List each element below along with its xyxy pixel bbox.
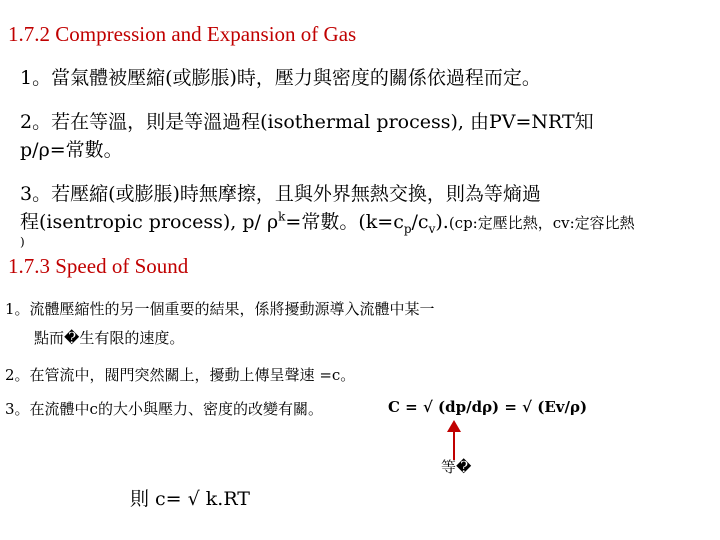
sound-item-2: 2。在管流中，閥門突然關上，擾動上傳呈聲速 =c。	[5, 366, 356, 384]
result-formula: 則 c= √ k.RT	[130, 488, 250, 510]
isothermal-label: 等�	[441, 458, 472, 476]
item-3-isentropic-line2	[20, 207, 635, 236]
item-1-relation: 1。當氣體被壓縮(或膨脹)時，壓力與密度的關係依過程而定。	[20, 67, 541, 89]
sound-item-1-line2: 點而�生有限的速度。	[34, 329, 185, 347]
item-2-isothermal-line1: 2。若在等溫，則是等溫過程(isothermal process), 由PV=NRT知	[20, 111, 594, 133]
exponent-k: k	[278, 209, 286, 224]
item-3-closing-paren: )	[20, 235, 25, 249]
item-3-specific-heat-note: (cp:定壓比熱，cv:定容比熱	[448, 214, 635, 232]
sound-item-3: 3。在流體中c的大小與壓力、密度的改變有關。	[5, 400, 323, 418]
speed-of-sound-formula: C = √ (dp/dρ) = √ (Ev/ρ)	[388, 398, 588, 416]
item-3-text-c: /c	[411, 211, 429, 233]
heading-compression-expansion: 1.7.2 Compression and Expansion of Gas	[8, 22, 357, 46]
item-3-text-b: =常數。(k=c	[285, 211, 404, 233]
subscript-v: v	[428, 221, 436, 236]
item-2-isothermal-line2: p/ρ=常數。	[20, 139, 123, 161]
item-3-isentropic-line1: 3。若壓縮(或膨脹)時無摩擦，且與外界無熱交換，則為等熵過	[20, 183, 541, 205]
sound-item-1-line1: 1。流體壓縮性的另一個重要的結果，係將擾動源導入流體中某一	[5, 300, 435, 318]
item-3-text-d: ).	[435, 211, 449, 233]
item-3-text-a: 程(isentropic process), p/ ρ	[20, 211, 279, 233]
arrow-up-icon	[447, 420, 461, 432]
subscript-p: p	[403, 221, 412, 236]
heading-speed-of-sound: 1.7.3 Speed of Sound	[8, 254, 189, 278]
